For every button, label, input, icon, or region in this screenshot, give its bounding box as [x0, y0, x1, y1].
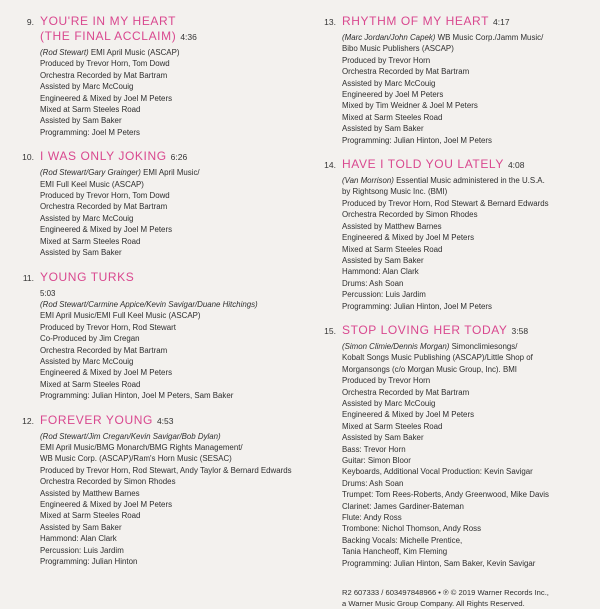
credit-line: Orchestra Recorded by Simon Rhodes — [40, 477, 176, 487]
credit-line: by Rightsong Music Inc. (BMI) — [342, 187, 448, 197]
credit-line: Assisted by Sam Baker — [40, 522, 122, 532]
credit-line: Engineered & Mixed by Joel M Peters — [40, 368, 173, 378]
writers-text: (Rod Stewart/Gary Grainger) — [40, 168, 141, 178]
credit-line: Programming: Julian Hinton, Joel M Peters — [342, 301, 492, 311]
credit-line: Orchestra Recorded by Mat Bartram — [342, 387, 470, 397]
track-title: STOP LOVING HER TODAY — [342, 322, 508, 337]
credit-line: Engineered & Mixed by Joel M Peters — [40, 93, 173, 103]
credit-line: Morgansongs (c/o Morgan Music Group, Inc). BMI — [342, 364, 517, 374]
credit-line: Mixed at Sarm Steeles Road — [342, 244, 443, 254]
track-number: 9. — [26, 17, 34, 27]
track-title-subtitle: (THE FINAL ACCLAIM) — [40, 29, 177, 43]
track-title: YOUNG TURKS — [40, 269, 135, 284]
credit-line: Assisted by Sam Baker — [342, 124, 424, 134]
track-header — [4, 270, 294, 285]
writers-text: (Rod Stewart/Jim Cregan/Kevin Savigar/Bob Dylan) — [40, 431, 221, 441]
track-duration: 4:08 — [507, 160, 525, 171]
track-9 — [4, 14, 294, 138]
credit-line: Assisted by Marc McCouig — [342, 398, 436, 408]
track-credits — [342, 175, 596, 312]
track-duration: 3:58 — [511, 325, 529, 336]
track-13 — [312, 14, 596, 146]
credit-line: Orchestra Recorded by Mat Bartram — [342, 67, 470, 77]
track-writers — [40, 299, 294, 310]
credit-line: Assisted by Matthew Barnes — [342, 221, 442, 231]
credit-line: Essential Music administered in the U.S.A. — [396, 176, 545, 186]
track-writers — [342, 341, 596, 352]
credit-line: Programming: Joel M Peters — [40, 127, 140, 137]
credit-line: Assisted by Sam Baker — [342, 433, 424, 443]
catalog-copyright-line: R2 607333 / 603497848966 • ℗ © 2019 Warner Records Inc., — [342, 588, 549, 598]
track-credits — [40, 431, 294, 568]
credit-line: Simonclimiesongs/ — [451, 341, 518, 351]
credit-line: EMI Full Keel Music (ASCAP) — [40, 179, 144, 189]
credit-line: Assisted by Marc McCouig — [40, 356, 134, 366]
credit-line: Programming: Julian Hinton, Sam Baker, Kevin Savigar — [342, 558, 536, 568]
track-14 — [312, 157, 596, 312]
credit-line: Orchestra Recorded by Mat Bartram — [40, 70, 168, 80]
rights-reserved-line: a Warner Music Group Company. All Rights Reserved. — [342, 599, 525, 609]
credit-line: Mixed by Tim Weidner & Joel M Peters — [342, 101, 478, 111]
credit-line: Kobalt Songs Music Publishing (ASCAP)/Little Shop of — [342, 353, 533, 363]
credit-line: Engineered & Mixed by Joel M Peters — [40, 225, 173, 235]
credit-line: Mixed at Sarm Steeles Road — [40, 236, 141, 246]
credit-line: Assisted by Sam Baker — [342, 255, 424, 265]
credit-line: Produced by Trevor Horn — [342, 55, 431, 65]
track-header — [312, 157, 596, 172]
credit-line: Co-Produced by Jim Cregan — [40, 334, 140, 344]
writers-text: (Rod Stewart/Carmine Appice/Kevin Savigar/Duane Hitchings) — [40, 299, 258, 309]
credit-line: Produced by Trevor Horn — [342, 376, 431, 386]
track-header — [4, 14, 294, 44]
track-header — [4, 413, 294, 428]
credit-line: Mixed at Sarm Steeles Road — [342, 421, 443, 431]
credit-line: Clarinet: James Gardiner-Bateman — [342, 501, 464, 511]
track-number: 10. — [22, 152, 34, 163]
track-writers — [342, 32, 596, 43]
credit-line: Flute: Andy Ross — [342, 513, 402, 523]
credit-line: Keyboards, Additional Vocal Production: Kevin Savigar — [342, 467, 533, 477]
track-credits — [40, 288, 294, 402]
credit-line: Programming: Julian Hinton, Joel M Peters, Sam Baker — [40, 391, 234, 401]
track-title: YOU'RE IN MY HEART — [40, 14, 177, 28]
credit-line: Drums: Ash Soan — [342, 478, 404, 488]
credit-line: Hammond: Alan Clark — [40, 534, 117, 544]
copyright-footer — [342, 587, 596, 609]
credit-line: Guitar: Simon Bloor — [342, 456, 411, 465]
track-11 — [4, 270, 294, 402]
track-header — [312, 14, 596, 29]
credit-line: Hammond: Alan Clark — [342, 267, 419, 277]
credit-line: Orchestra Recorded by Mat Bartram — [40, 202, 168, 212]
credit-line: Mixed at Sarm Steeles Road — [40, 105, 141, 115]
track-header — [4, 149, 294, 164]
writers-text: (Van Morrison) — [342, 176, 394, 186]
credit-line: WB Music Corp./Jamm Music/ — [437, 33, 544, 42]
credit-line: EMI April Music/ — [143, 168, 200, 178]
credit-line: Programming: Julian Hinton, Joel M Peters — [342, 135, 492, 145]
credit-line: EMI April Music/EMI Full Keel Music (ASCAP) — [40, 311, 201, 321]
left-column — [4, 14, 294, 578]
track-writers — [40, 47, 294, 58]
credit-line: Tania Hancheoff, Kim Fleming — [342, 547, 448, 557]
track-duration: 6:26 — [170, 152, 188, 163]
track-duration: 4:17 — [493, 17, 510, 27]
credit-line: Assisted by Marc McCouig — [342, 78, 436, 88]
track-number: 14. — [324, 160, 336, 171]
credit-line: Assisted by Sam Baker — [40, 116, 122, 126]
credit-line: Produced by Trevor Horn, Rod Stewart & Bernard Edwards — [342, 198, 549, 208]
credit-line: EMI April Music/BMG Monarch/BMG Rights Management/ — [40, 442, 243, 452]
credit-line: Assisted by Marc McCouig — [40, 82, 134, 92]
credit-line: Engineered by Joel M Peters — [342, 90, 444, 100]
track-10 — [4, 149, 294, 258]
track-number: 11. — [22, 272, 34, 283]
track-credits — [40, 167, 294, 258]
track-15 — [312, 323, 596, 569]
track-title-line2 — [40, 29, 197, 44]
track-duration: 4:53 — [156, 415, 174, 426]
track-number: 15. — [324, 325, 336, 336]
writers-text: (Rod Stewart) — [40, 48, 89, 57]
credit-line: Produced by Trevor Horn, Rod Stewart, Andy Taylor & Bernard Edwards — [40, 465, 292, 475]
credit-line: Engineered & Mixed by Joel M Peters — [40, 500, 173, 509]
track-title-block — [40, 14, 197, 44]
credit-line: Percussion: Luis Jardim — [342, 290, 426, 300]
track-writers — [342, 175, 596, 186]
credit-line: Mixed at Sarm Steeles Road — [40, 511, 141, 521]
credit-line: Trumpet: Tom Rees-Roberts, Andy Greenwood, Mike Davis — [342, 490, 549, 500]
credit-line: Produced by Trevor Horn, Rod Stewart — [40, 322, 176, 332]
track-duration: 5:03 — [40, 288, 56, 298]
track-number: 12. — [22, 415, 34, 426]
writers-text: (Simon Climie/Dennis Morgan) — [342, 341, 450, 351]
track-title: HAVE I TOLD YOU LATELY — [342, 157, 504, 172]
credit-line: Drums: Ash Soan — [342, 278, 404, 288]
track-title: RHYTHM OF MY HEART — [342, 14, 490, 28]
credit-line: Engineered & Mixed by Joel M Peters — [342, 410, 475, 420]
credit-line: Orchestra Recorded by Mat Bartram — [40, 345, 168, 355]
track-credits — [342, 341, 596, 569]
credit-line: Orchestra Recorded by Simon Rhodes — [342, 210, 478, 220]
credit-line: Assisted by Marc McCouig — [40, 213, 134, 223]
track-title: FOREVER YOUNG — [40, 412, 153, 427]
credit-line: Bass: Trevor Horn — [342, 444, 406, 454]
track-credits — [40, 47, 294, 138]
track-header — [312, 323, 596, 338]
credit-line: Bibo Music Publishers (ASCAP) — [342, 44, 454, 54]
credit-line: Produced by Trevor Horn, Tom Dowd — [40, 59, 170, 69]
track-writers — [40, 167, 294, 178]
credit-line: Assisted by Sam Baker — [40, 248, 122, 258]
right-column — [312, 14, 596, 609]
credit-line: Programming: Julian Hinton — [40, 557, 138, 567]
track-writers — [40, 431, 294, 442]
track-credits — [342, 32, 596, 146]
credit-line: Backing Vocals: Michelle Prentice, — [342, 535, 463, 545]
credit-line: Mixed at Sarm Steeles Road — [342, 112, 443, 122]
credit-line: Trombone: Nichol Thomson, Andy Ross — [342, 524, 482, 534]
credit-line: Mixed at Sarm Steeles Road — [40, 379, 141, 389]
credit-line: WB Music Corp. (ASCAP)/Ram's Horn Music (SESAC) — [40, 454, 232, 464]
track-duration: 4:36 — [180, 32, 197, 42]
writers-text: (Marc Jordan/John Capek) — [342, 33, 436, 42]
credit-line: Assisted by Matthew Barnes — [40, 488, 140, 498]
credit-line: Percussion: Luis Jardim — [40, 545, 124, 555]
track-title: I WAS ONLY JOKING — [40, 149, 167, 164]
credit-line: Engineered & Mixed by Joel M Peters — [342, 233, 475, 243]
track-number: 13. — [324, 17, 336, 27]
track-12 — [4, 413, 294, 568]
credit-line: Produced by Trevor Horn, Tom Dowd — [40, 191, 170, 201]
credit-line: EMI April Music (ASCAP) — [90, 48, 180, 57]
